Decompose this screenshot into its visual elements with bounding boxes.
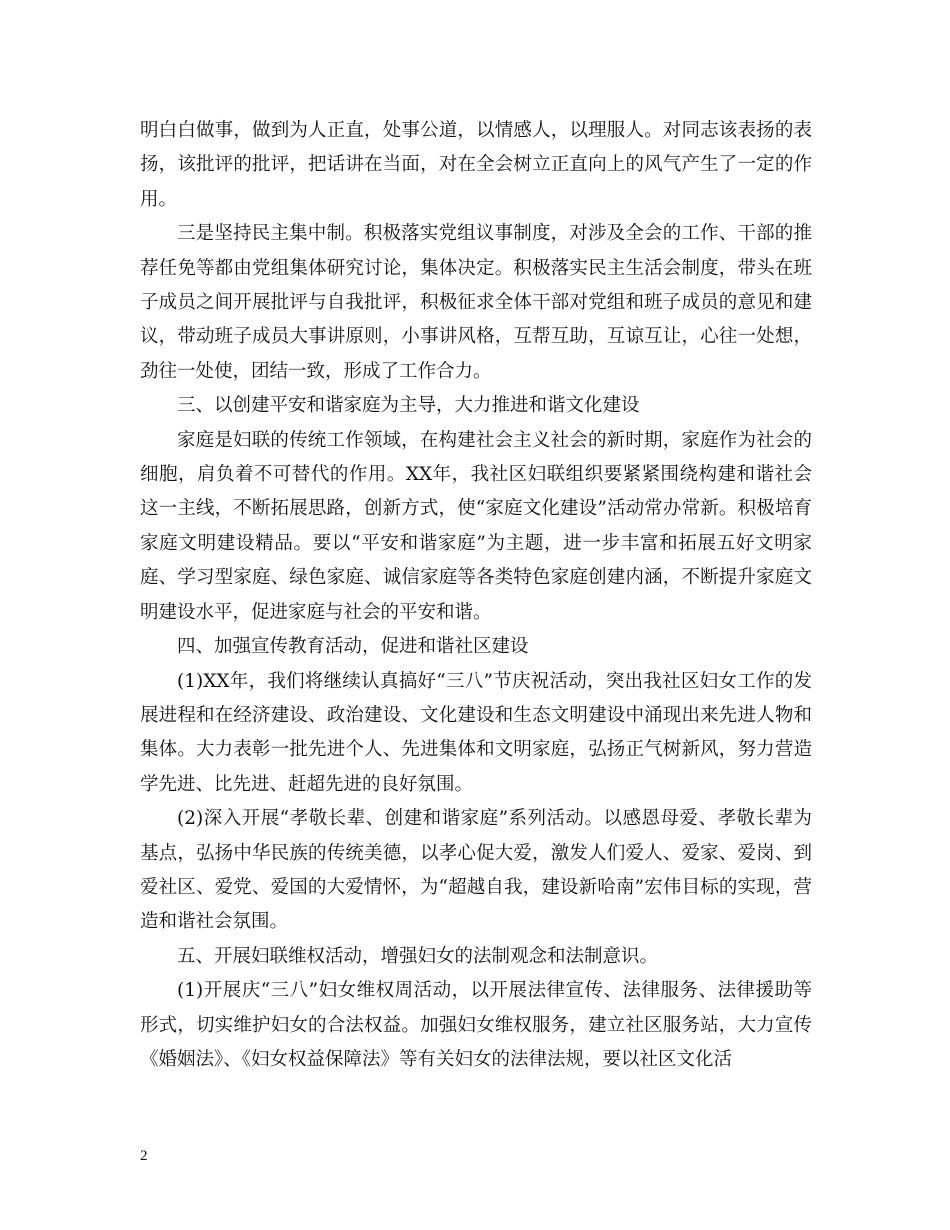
paragraph-item-2: (2)深入开展“孝敬长辈、创建和谐家庭”系列活动。以感恩母爱、孝敬长辈为基点，弘扬中华民族的传统美德，以孝心促大爱，激发人们爱人、爱家、爱岗、到爱社区、爱党、爱国的大爱情怀，为“超越自我，建设新哈南”宏伟目标的实现，营造和谐社会氛围。 bbox=[140, 808, 812, 933]
paragraph-family-culture: 家庭是妇联的传统工作领域，在构建社会主义社会的新时期，家庭作为社会的细胞，肩负着不可替代的作用。XX年，我社区妇联组织要紧紧围绕构建和谐社会这一主线，不断拓展思路，创新方式，使“家庭文化建设”活动常办常新。积极培育家庭文明建设精品。要以“平安和谐家庭”为主题，进一步丰富和拓展五好文明家庭、学习型家庭、绿色家庭、诚信家庭等各类特色家庭创建内涵，不断提升家庭文明建设水平，促进家庭与社会的平安和谐。 bbox=[140, 429, 812, 623]
document-body bbox=[140, 114, 812, 1077]
paragraph-rights-item-1: (1)开展庆“三八”妇女维权周活动，以开展法律宣传、法律服务、法律援助等形式，切实维护妇女的合法权益。加强妇女维权服务，建立社区服务站，大力宣传《婚姻法》、《妇女权益保障法》等有关妇女的法律法规，要以社区文化活 bbox=[140, 980, 812, 1070]
paragraph-item-1: (1)XX年，我们将继续认真搞好“三八”节庆祝活动，突出我社区妇女工作的发展进程和在经济建设、政治建设、文化建设和生态文明建设中涌现出来先进人物和集体。大力表彰一批先进个人、先进集体和文明家庭，弘扬正气树新风，努力营造学先进、比先进、赶超先进的良好氛围。 bbox=[140, 670, 812, 795]
section-heading-4: 四、加强宣传教育活动，促进和谐社区建设 bbox=[177, 636, 529, 658]
paragraph-continuation: 明白白做事，做到为人正直，处事公道，以情感人，以理服人。对同志该表扬的表扬，该批评的批评，把话讲在当面，对在全会树立正直向上的风气产生了一定的作用。 bbox=[140, 120, 812, 210]
section-heading-5: 五、开展妇联维权活动，增强妇女的法制观念和法制意识。 bbox=[177, 945, 659, 967]
section-heading-3: 三、以创建平安和谐家庭为主导，大力推进和谐文化建设 bbox=[177, 395, 640, 417]
page-number: 2 bbox=[140, 1148, 148, 1164]
paragraph-democratic-centralism: 三是坚持民主集中制。积极落实党组议事制度，对涉及全会的工作、干部的推荐任免等都由党组集体研究讨论，集体决定。积极落实民主生活会制度，带头在班子成员之间开展批评与自我批评，积极征求全体干部对党组和班子成员的意见和建议，带动班子成员大事讲原则，小事讲风格，互帮互助，互谅互让，心往一处想，劲往一处使，团结一致，形成了工作合力。 bbox=[140, 223, 812, 382]
